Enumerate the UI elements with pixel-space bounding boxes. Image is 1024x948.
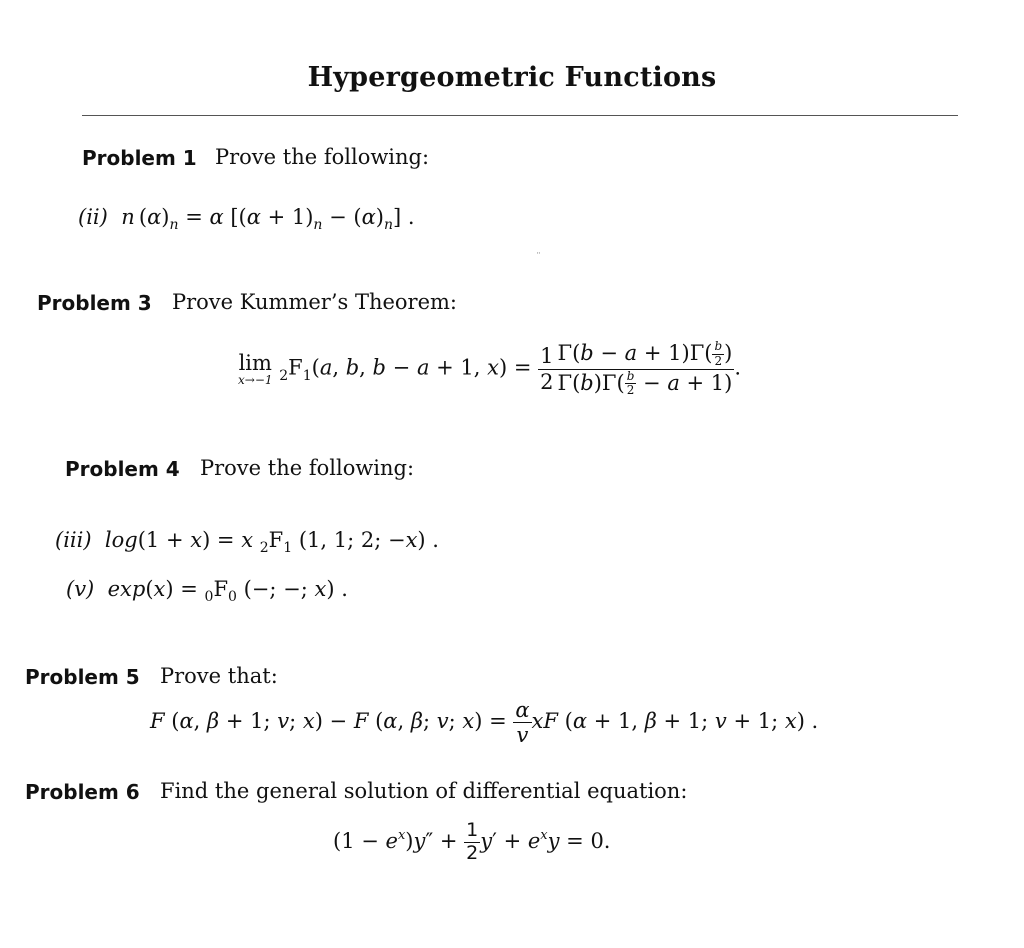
item-label-v: (v) — [66, 577, 95, 601]
item-label-ii: (ii) — [78, 205, 108, 229]
problem-4-equation-v: (v) $\exp(x) = _0F_0$ (−; −; x) . — [66, 577, 348, 605]
problem-3-text: Prove Kummer’s Theorem: — [172, 290, 458, 314]
problem-5-equation: F (α, β + 1; v; x) − F (α, β; v; x) = $\frac{\alpha}{v}$ xF (α + 1, β + 1; v + 1; x) . — [150, 698, 819, 748]
kummer-equation: lim x→−1 $_2F_1(a$, b, b − a + 1, x) = $\frac{1}{2}$ Γ(b − a + 1)Γ( $\frac{b}{2}$ ) Γ(b)Γ( $\frac{b}{2}$ − a + 1) . — [238, 339, 742, 398]
problem-1-text: Prove the following: — [215, 145, 430, 169]
item-label-iii: (iii) — [55, 528, 92, 552]
problem-5-text: Prove that: — [160, 664, 278, 688]
problem-6-equation: $(1 - e^x)y''$ + $\frac{1}{2}$ $y' + e^xy = 0$. — [333, 819, 611, 864]
problem-6-text: Find the general solution of differential equation: — [160, 779, 688, 803]
stray-mark: ¨ — [536, 252, 541, 263]
problem-1-equation: (ii) n $(\alpha)_n = \alpha$ $[(\alpha + 1)_n - (\alpha)_n]$ . — [78, 205, 415, 233]
problem-4-equation-iii: (iii) log(1 + x) = x $_2F_1$ (1, 1; 2; −x) . — [55, 528, 439, 556]
problem-3-label: Problem 3 — [37, 291, 152, 315]
problem-1-label: Problem 1 — [82, 146, 197, 170]
problem-6-label: Problem 6 — [25, 780, 140, 804]
page-title: Hypergeometric Functions — [307, 62, 717, 93]
title-rule — [82, 115, 958, 116]
problem-5-label: Problem 5 — [25, 665, 140, 689]
problem-4-text: Prove the following: — [200, 456, 415, 480]
problem-4-label: Problem 4 — [65, 457, 180, 481]
